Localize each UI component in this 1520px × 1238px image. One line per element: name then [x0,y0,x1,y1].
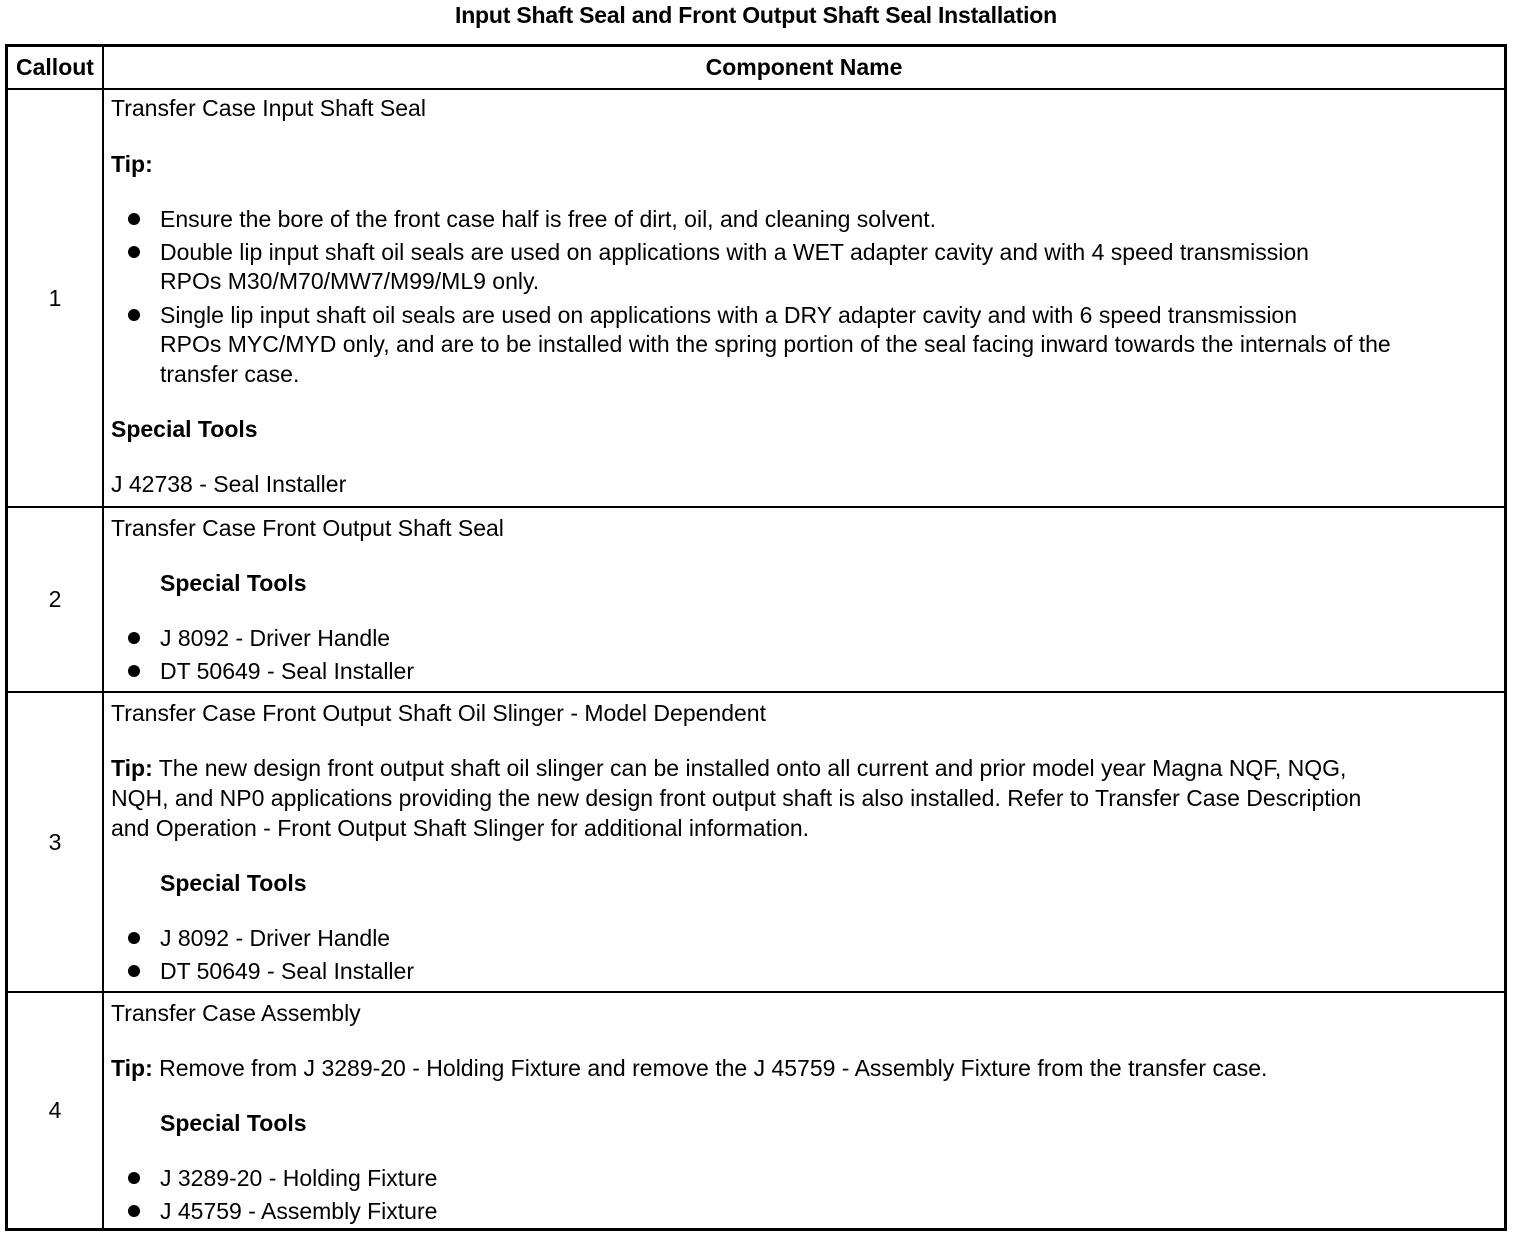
tip-bullet-text: Single lip input shaft oil seals are used on applications with a DRY adapter cavity and with 6 speed transmission [160,302,1298,328]
callout-header-cell [8,47,104,88]
tool-item: J 8092 - Driver Handle [160,925,391,951]
component-name: Transfer Case Assembly [111,1000,361,1026]
component-cell [104,993,1504,1228]
component-cell [104,90,1504,506]
tip-bullet-text: RPOs M30/M70/MW7/M99/ML9 only. [160,268,540,294]
tip-text: NQH, and NP0 applications providing the new design front output shaft is also installed. Refer to Transfer Case Description [111,785,1362,811]
callout-number: 1 [48,284,62,311]
component-name: Transfer Case Front Output Shaft Oil Slinger - Model Dependent [111,700,766,726]
bullet-icon [128,1205,140,1217]
tool-item: J 45759 - Assembly Fixture [160,1198,438,1224]
tip-label: Tip: [111,755,153,781]
bullet-icon [128,932,140,944]
component-cell [104,508,1504,691]
bullet-icon [128,246,140,258]
callout-header: Callout [16,54,94,80]
callout-number: 3 [48,828,62,855]
table-row [8,691,1504,991]
bullet-icon [128,632,140,644]
callout-cell [8,693,104,991]
tip-text: The new design front output shaft oil slinger can be installed onto all current and prior model year Magna NQF, NQG, [152,755,1347,781]
component-name: Transfer Case Front Output Shaft Seal [111,515,504,541]
tip-text: and Operation - Front Output Shaft Slinger for additional information. [111,815,810,841]
component-name: Transfer Case Input Shaft Seal [111,95,426,121]
tip-label: Tip: [111,1055,153,1081]
components-table [5,44,1507,1231]
callout-number: 4 [48,1097,62,1123]
tip-text: Remove from J 3289-20 - Holding Fixture and remove the J 45759 - Assembly Fixture from the transfer case. [152,1055,1268,1081]
tool-item: J 42738 - Seal Installer [111,471,347,497]
special-tools-label: Special Tools [160,570,307,596]
special-tools-label: Special Tools [160,870,307,896]
callout-cell [8,508,104,691]
component-name-header: Component Name [705,54,903,80]
table-header-row [8,47,1504,88]
table-row [8,88,1504,506]
callout-cell [8,993,104,1228]
callout-number: 2 [48,586,62,612]
component-name-header-cell [104,47,1504,88]
tip-bullet-text: Ensure the bore of the front case half is free of dirt, oil, and cleaning solvent. [160,206,937,232]
tool-item: J 3289-20 - Holding Fixture [160,1165,438,1191]
tip-paragraph-line [111,1053,1267,1083]
bullet-icon [128,1172,140,1184]
special-tools-label: Special Tools [160,1110,307,1136]
table-row [8,991,1504,1228]
bullet-icon [128,665,140,677]
special-tools-label: Special Tools [111,416,258,442]
bullet-icon [128,213,140,225]
tip-bullet-text: transfer case. [160,361,300,387]
tip-label: Tip: [111,151,153,177]
callout-cell [8,90,104,506]
bullet-icon [128,309,140,321]
tool-item: J 8092 - Driver Handle [160,625,391,651]
document-title: Input Shaft Seal and Front Output Shaft Seal Installation [455,2,1057,28]
tip-bullet-text: Double lip input shaft oil seals are used on applications with a WET adapter cavity and with 4 speed transmission [160,239,1309,265]
tip-paragraph-line [111,753,1346,783]
tool-item: DT 50649 - Seal Installer [160,958,414,984]
tool-item: DT 50649 - Seal Installer [160,658,414,684]
tip-bullet-text: RPOs MYC/MYD only, and are to be installed with the spring portion of the seal facing inward towards the internals of the [160,331,1391,357]
component-cell [104,693,1504,991]
table-row [8,506,1504,691]
bullet-icon [128,965,140,977]
